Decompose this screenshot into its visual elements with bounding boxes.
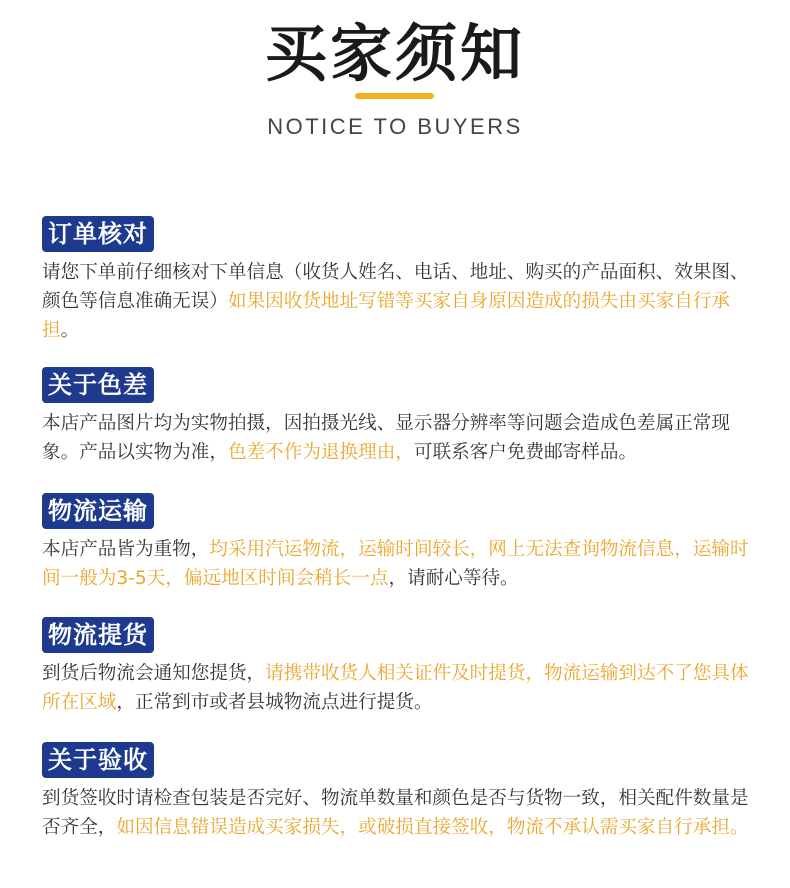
section-logistics-pickup [42,617,762,717]
text-highlight: 均采用汽运物流，运输时间较长，网上无法查询物流信息，运输时间一般为3-5天，偏远地区时间会稍长一点 [42,539,749,589]
section-color-difference [42,367,762,467]
text-normal: 可联系客户免费邮寄样品。 [413,442,638,463]
section-heading: 关于验收 [42,742,154,778]
section-heading: 物流运输 [42,493,154,529]
text-normal: 到货签收时请检查包装是否完好、物流单数量和颜色是否与货物一致，相关配件数量是否齐全， [42,788,749,838]
section-text [42,258,762,345]
section-text [42,409,762,467]
text-normal: 到货后物流会通知您提货， [42,663,266,684]
text-highlight: 如因信息错误造成买家损失，或破损直接签收，物流不承认需买家自行承担。 [116,817,749,838]
text-normal: 。 [60,320,80,341]
text-normal: 本店产品图片均为实物拍摄，因拍摄光线、显示器分辨率等问题会造成色差属正常现象。产品以实物为准， [42,413,730,463]
text-highlight: 色差不作为退换理由， [227,442,414,463]
title-accent-bar [355,93,434,99]
section-acceptance [42,742,762,842]
section-text [42,659,762,717]
section-heading: 订单核对 [42,216,154,252]
text-normal: ，正常到市或者县城物流点进行提货。 [116,692,433,713]
section-heading: 关于色差 [42,367,154,403]
text-highlight: 请携带收货人相关证件及时提货，物流运输到达不了您具体所在区域 [42,663,749,713]
section-text [42,784,762,842]
text-normal: ，请耐心等待。 [388,568,519,589]
section-heading: 物流提货 [42,617,154,653]
text-normal: 本店产品皆为重物， [42,539,210,560]
text-highlight: 如果因收货地址写错等买家自身原因造成的损失由买家自行承担 [42,291,730,341]
section-logistics-transport [42,493,762,593]
section-text [42,535,762,593]
section-order-check [42,216,762,345]
page-subtitle: NOTICE TO BUYERS [267,114,523,139]
text-normal: 请您下单前仔细核对下单信息（收货人姓名、电话、地址、购买的产品面积、效果图、颜色等信息准确无误） [42,262,749,312]
page-title: 买家须知 [264,17,525,90]
